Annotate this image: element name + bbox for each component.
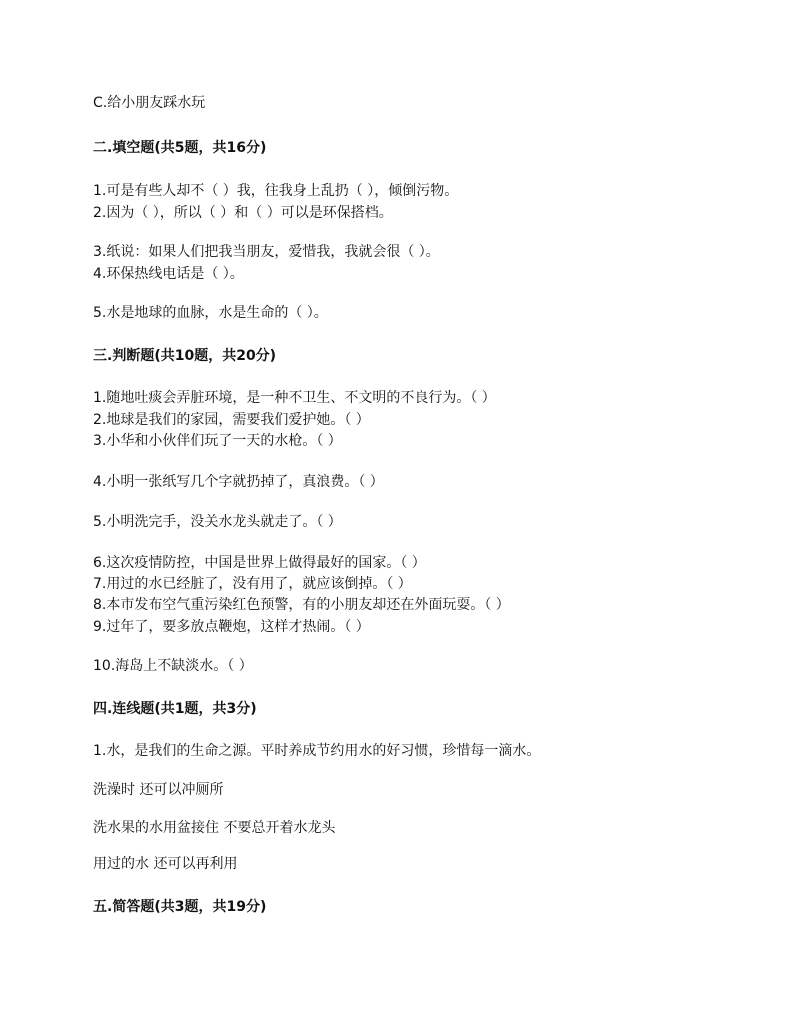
match-question-1: 1.水，是我们的生命之源。平时养成节约用水的好习惯，珍惜每一滴水。: [93, 743, 541, 759]
section-4-heading: 四.连线题(共1题，共3分): [93, 701, 257, 717]
judge-question-8: 8.本市发布空气重污染红色预警，有的小朋友却还在外面玩耍。（ ）: [93, 597, 510, 613]
section-5-heading: 五.简答题(共3题，共19分): [93, 899, 267, 915]
fill-question-5: 5.水是地球的血脉，水是生命的（ ）。: [93, 305, 328, 321]
fill-question-4: 4.环保热线电话是（ ）。: [93, 266, 244, 282]
section-3-heading: 三.判断题(共10题，共20分): [93, 348, 277, 364]
section-2-heading: 二.填空题(共5题，共16分): [93, 140, 267, 156]
judge-question-2: 2.地球是我们的家园，需要我们爱护她。（ ）: [93, 412, 370, 428]
judge-question-10: 10.海岛上不缺淡水。（ ）: [93, 658, 253, 674]
match-row-2: 洗水果的水用盆接住 不要总开着水龙头: [93, 820, 336, 836]
fill-question-2: 2.因为（ ），所以（ ）和（ ）可以是环保搭档。: [93, 205, 393, 221]
judge-question-5: 5.小明洗完手，没关水龙头就走了。（ ）: [93, 514, 342, 530]
judge-question-1: 1.随地吐痰会弄脏环境，是一种不卫生、不文明的不良行为。（ ）: [93, 390, 496, 406]
match-row-1: 洗澡时 还可以冲厕所: [93, 782, 224, 798]
judge-question-6: 6.这次疫情防控，中国是世界上做得最好的国家。（ ）: [93, 555, 426, 571]
judge-question-9: 9.过年了，要多放点鞭炮，这样才热闹。（ ）: [93, 619, 370, 635]
match-row-3: 用过的水 还可以再利用: [93, 856, 238, 872]
judge-question-4: 4.小明一张纸写几个字就扔掉了，真浪费。（ ）: [93, 474, 384, 490]
option-c: C.给小朋友踩水玩: [93, 95, 206, 111]
judge-question-7: 7.用过的水已经脏了，没有用了，就应该倒掉。（ ）: [93, 576, 412, 592]
judge-question-3: 3.小华和小伙伴们玩了一天的水枪。（ ）: [93, 433, 342, 449]
fill-question-1: 1.可是有些人却不（ ）我，往我身上乱扔（ ），倾倒污物。: [93, 183, 459, 199]
fill-question-3: 3.纸说：如果人们把我当朋友，爱惜我，我就会很（ ）。: [93, 244, 440, 260]
